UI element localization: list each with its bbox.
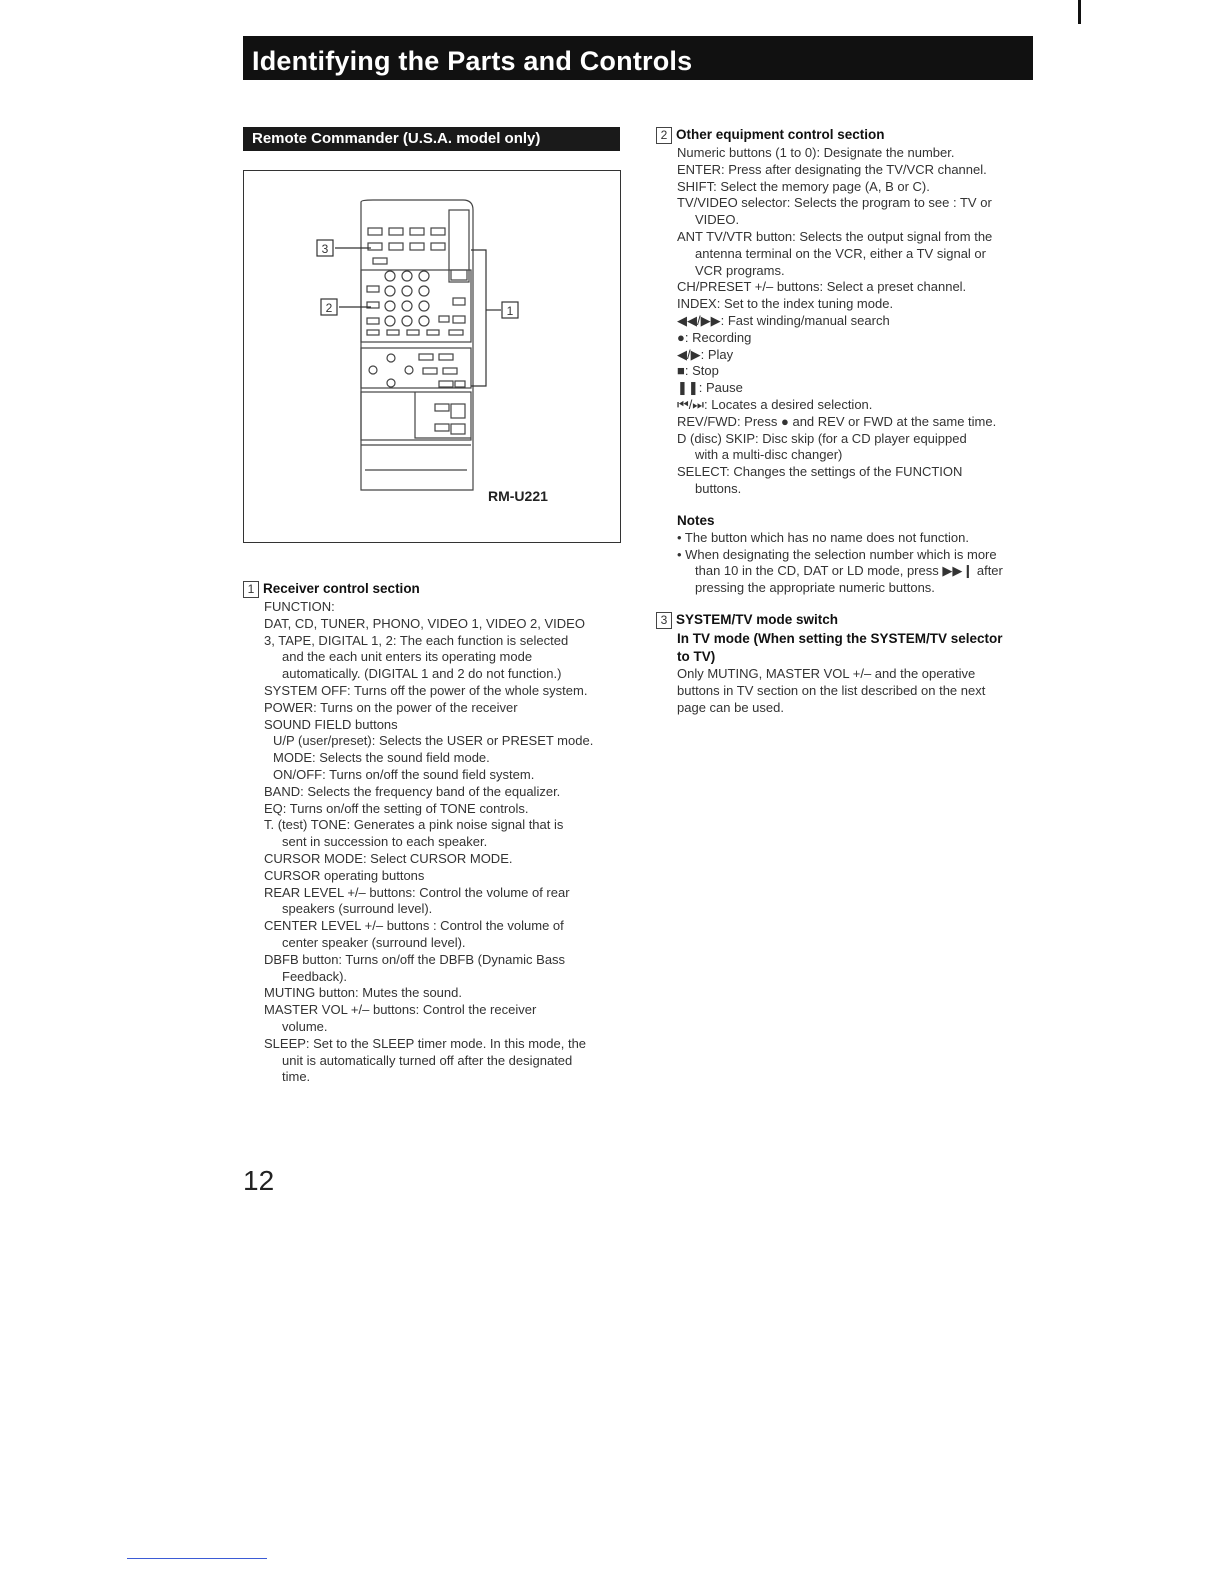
- footer-rule: [127, 1558, 267, 1559]
- system-tv-heading-text: SYSTEM/TV mode switch: [676, 611, 839, 627]
- receiver-line: T. (test) TONE: Generates a pink noise signal that is: [264, 817, 564, 833]
- other-equipment-section: [656, 126, 1036, 498]
- page-title: Identifying the Parts and Controls: [243, 36, 1033, 80]
- other-line: Numeric buttons (1 to 0): Designate the number.: [677, 145, 955, 160]
- system-tv-line: page can be used.: [677, 699, 784, 715]
- system-tv-line: Only MUTING, MASTER VOL +/– and the operative: [677, 665, 976, 681]
- page-edge-mark: [1078, 0, 1081, 24]
- other-line: antenna terminal on the VCR, either a TV signal or: [695, 245, 986, 261]
- other-line: TV/VIDEO selector: Selects the program to see : TV or: [677, 195, 992, 211]
- receiver-line: sent in succession to each speaker.: [282, 834, 488, 850]
- callout-label-2: 2: [325, 301, 333, 315]
- callout-label-1: 1: [506, 304, 514, 318]
- receiver-line: unit is automatically turned off after the designated: [282, 1052, 573, 1068]
- callout-label-3: 3: [321, 242, 329, 256]
- other-line: VCR programs.: [695, 262, 785, 278]
- remote-control-drawing: [243, 170, 621, 543]
- other-line: ⏮/⏭: Locates a desired selection.: [677, 396, 873, 412]
- other-line: SHIFT: Select the memory page (A, B or C).: [677, 178, 930, 194]
- section-number-3: 3: [656, 612, 672, 629]
- other-line: ENTER: Press after designating the TV/VCR channel.: [677, 161, 987, 177]
- receiver-line: speakers (surround level).: [282, 901, 433, 917]
- other-line: CH/PRESET +/– buttons: Select a preset channel.: [677, 279, 967, 295]
- note-line: than 10 in the CD, DAT or LD mode, press ▶▶❙ after: [695, 563, 1003, 579]
- receiver-line: CENTER LEVEL +/– buttons : Control the volume of: [264, 918, 564, 934]
- receiver-line: 3, TAPE, DIGITAL 1, 2: The each function is selected: [264, 632, 569, 648]
- receiver-line: automatically. (DIGITAL 1 and 2 do not function.): [282, 666, 562, 682]
- receiver-line: center speaker (surround level).: [282, 934, 466, 950]
- system-tv-line: buttons in TV section on the list described on the next: [677, 682, 986, 698]
- other-line: VIDEO.: [695, 212, 740, 228]
- note-line: • The button which has no name does not function.: [677, 529, 969, 545]
- receiver-line: volume.: [282, 1018, 328, 1034]
- other-line: SELECT: Changes the settings of the FUNCTION: [677, 464, 963, 480]
- section-number-2: 2: [656, 127, 672, 144]
- receiver-line: MUTING button: Mutes the sound.: [264, 985, 462, 1001]
- system-tv-subheading: In TV mode (When setting the SYSTEM/TV selector: [677, 630, 1003, 646]
- receiver-line: MASTER VOL +/– buttons: Control the receiver: [264, 1002, 537, 1018]
- receiver-line: DAT, CD, TUNER, PHONO, VIDEO 1, VIDEO 2, VIDEO: [264, 615, 585, 631]
- receiver-line: time.: [282, 1069, 311, 1085]
- receiver-line: REAR LEVEL +/– buttons: Control the volume of rear: [264, 884, 570, 900]
- lower-section: [361, 392, 471, 440]
- receiver-line: Feedback).: [282, 968, 348, 984]
- receiver-line: CURSOR operating buttons: [264, 867, 425, 883]
- receiver-line: MODE: Selects the sound field mode.: [273, 750, 490, 766]
- section-number-1: 1: [243, 581, 259, 598]
- receiver-line: and the each unit enters its operating mode: [282, 649, 533, 665]
- model-number: RM-U221: [488, 488, 548, 504]
- other-heading-text: Other equipment control section: [676, 127, 885, 142]
- receiver-line: POWER: Turns on the power of the receiver: [264, 699, 518, 715]
- other-line: REV/FWD: Press ● and REV or FWD at the same time.: [677, 413, 997, 429]
- right-column: [656, 126, 1036, 730]
- other-line: ◀/▶: Play: [677, 346, 734, 362]
- notes-heading: Notes: [677, 512, 715, 528]
- other-line: ◀◀/▶▶: Fast winding/manual search: [677, 312, 890, 328]
- receiver-heading: [243, 580, 623, 598]
- other-line: ●: Recording: [677, 329, 752, 345]
- receiver-line: SYSTEM OFF: Turns off the power of the whole system.: [264, 682, 588, 698]
- receiver-heading-text: Receiver control section: [263, 581, 420, 596]
- section-title: Remote Commander (U.S.A. model only): [243, 127, 620, 151]
- other-line: buttons.: [695, 480, 742, 496]
- numeric-section: [361, 270, 471, 342]
- system-tv-subheading: to TV): [677, 648, 716, 664]
- receiver-line: FUNCTION:: [264, 599, 335, 614]
- other-heading: [656, 126, 1036, 144]
- system-tv-heading: [656, 611, 1036, 629]
- notes-section: [656, 512, 1036, 597]
- other-line: ❚❚: Pause: [677, 380, 743, 396]
- page-number: 12: [243, 1165, 275, 1196]
- receiver-line: SLEEP: Set to the SLEEP timer mode. In this mode, the: [264, 1035, 587, 1051]
- system-tv-section: [656, 611, 1036, 716]
- note-line: • When designating the selection number which is more: [677, 546, 997, 562]
- receiver-line: BAND: Selects the frequency band of the equalizer.: [264, 783, 561, 799]
- note-line: pressing the appropriate numeric buttons.: [695, 580, 935, 596]
- receiver-line: U/P (user/preset): Selects the USER or PRESET mode.: [273, 733, 594, 749]
- other-line: ANT TV/VTR button: Selects the output signal from the: [677, 228, 993, 244]
- other-line: with a multi-disc changer): [695, 447, 843, 463]
- receiver-line: ON/OFF: Turns on/off the sound field system.: [273, 766, 535, 782]
- other-line: D (disc) SKIP: Disc skip (for a CD player equipped: [677, 430, 967, 446]
- other-line: ■: Stop: [677, 363, 719, 379]
- side-panel: [449, 210, 469, 282]
- receiver-line: CURSOR MODE: Select CURSOR MODE.: [264, 850, 513, 866]
- receiver-line: DBFB button: Turns on/off the DBFB (Dynamic Bass: [264, 951, 566, 967]
- receiver-section: [243, 580, 623, 1086]
- receiver-line: EQ: Turns on/off the setting of TONE controls.: [264, 800, 529, 816]
- other-line: INDEX: Set to the index tuning mode.: [677, 296, 894, 312]
- receiver-line: SOUND FIELD buttons: [264, 716, 398, 732]
